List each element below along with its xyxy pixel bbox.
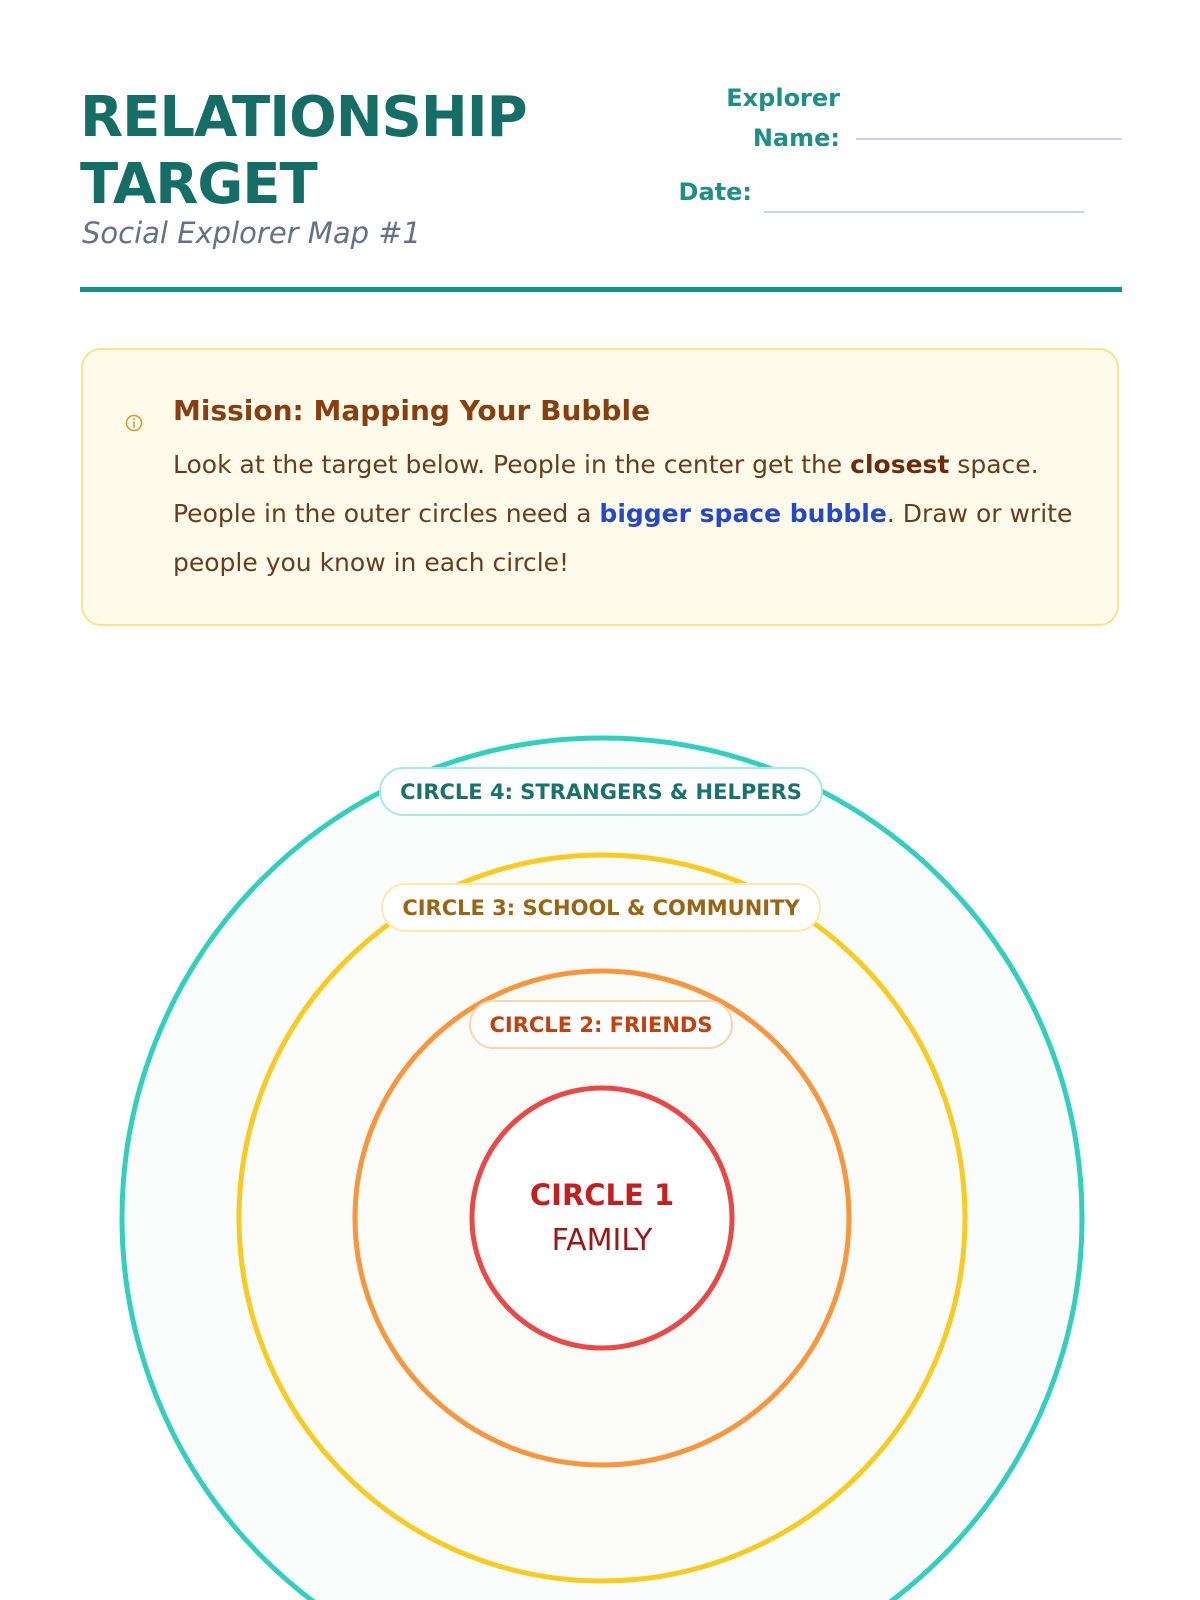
date-label: Date: [678, 178, 752, 206]
circle-2-label [470, 1001, 732, 1048]
explorer-name-label-line-2: Name: [752, 124, 840, 152]
explorer-name-label-line-1: Explorer [726, 84, 840, 112]
circle-2-label-text: CIRCLE 2: FRIENDS [489, 1013, 713, 1037]
circle-3-label [382, 884, 820, 931]
mission-text-part-1: Look at the target below. People in the center get the [173, 450, 851, 479]
circle-1-subtitle: FAMILY [551, 1223, 653, 1258]
mission-text-part-2: space. People in the outer circles need a [173, 450, 1039, 528]
circle-1-title: CIRCLE 1 [529, 1178, 675, 1212]
circle-4-label [380, 768, 822, 815]
page-subtitle: Social Explorer Map #1 [82, 216, 421, 250]
page-title-line-2: TARGET [80, 152, 317, 217]
page-title-line-1: RELATIONSHIP [80, 85, 527, 150]
mission-text-bigger-space-bubble: bigger space bubble [599, 499, 887, 528]
mission-text-closest: closest [850, 450, 950, 479]
mission-title: Mission: Mapping Your Bubble [173, 394, 651, 427]
circle-3-label-text: CIRCLE 3: SCHOOL & COMMUNITY [402, 896, 800, 920]
circle-4-label-text: CIRCLE 4: STRANGERS & HELPERS [400, 780, 802, 804]
mission-text-part-3: . Draw or write people you know in each circle! [173, 499, 1073, 577]
circle-1-ring [472, 1088, 732, 1348]
